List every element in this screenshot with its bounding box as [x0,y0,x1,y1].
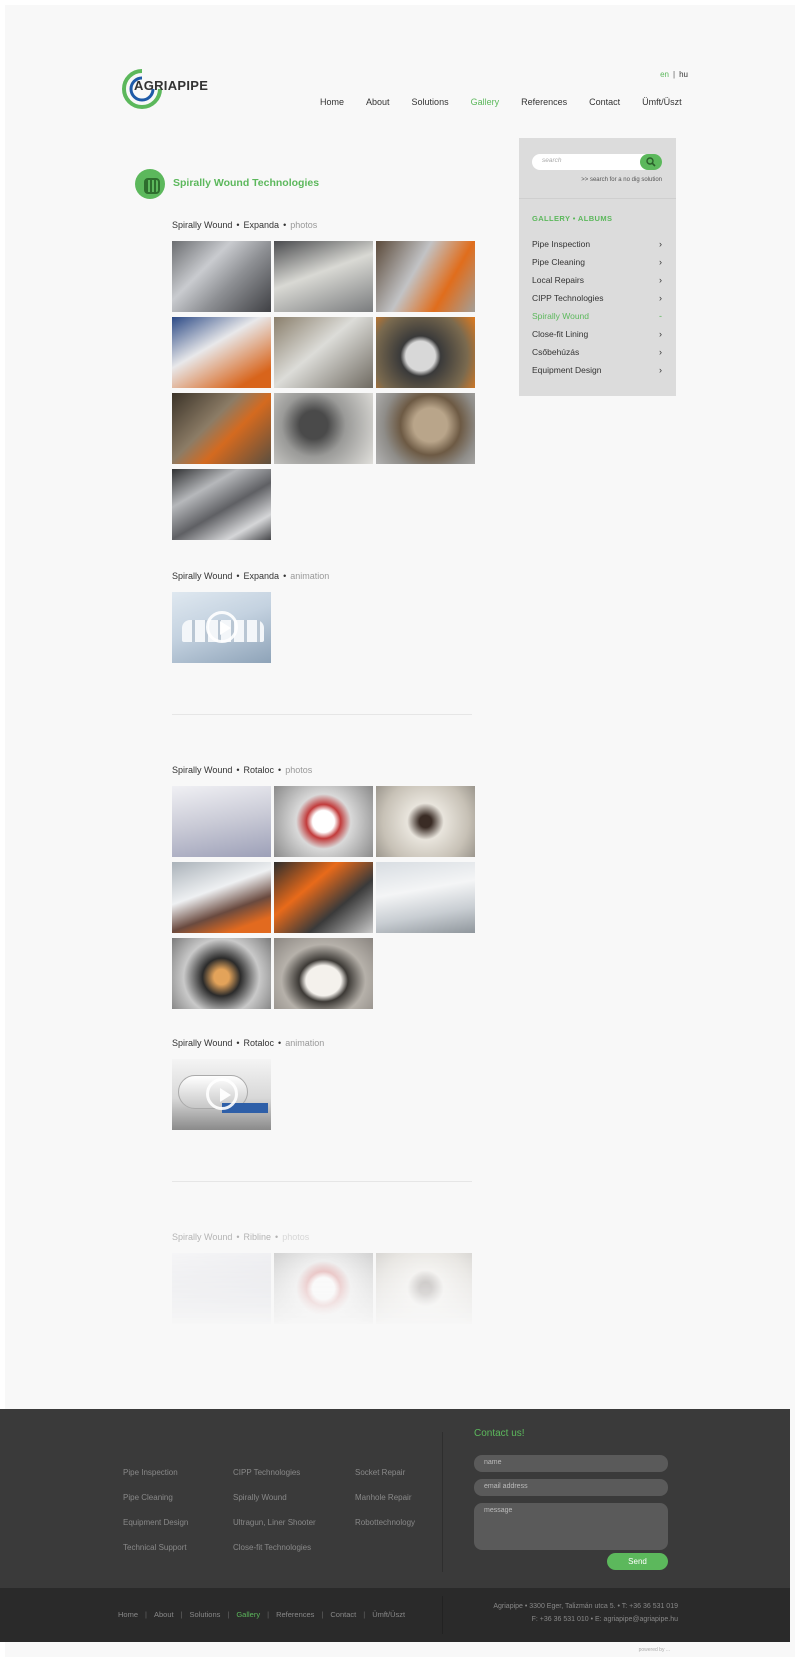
footer-divider [442,1432,443,1572]
section-dot: • [236,220,240,230]
search-button[interactable] [640,154,662,170]
sidebar-item-pipe-cleaning[interactable] [532,257,662,267]
section-label [172,571,329,581]
footer-link[interactable]: Pipe Cleaning [123,1493,173,1502]
chevron-right-icon: › [659,293,662,303]
section-dot: • [236,1038,240,1048]
play-icon [206,611,238,643]
search-hint-link[interactable]: >> search for a no dig solution [581,177,662,183]
language-switcher [660,70,688,79]
name-field[interactable] [474,1455,668,1472]
nav-umft[interactable]: Ümft/Üszt [642,97,682,107]
footer-link[interactable]: CIPP Technologies [233,1468,301,1477]
address-line-2: F: +36 36 531 010 • E: agriapipe@agriapipe.hu [531,1616,678,1623]
footer-nav-about[interactable]: About [153,1610,174,1619]
section-dot: • [275,1232,279,1242]
section-label-kind: animation [290,571,330,581]
footer-nav-contact[interactable]: Contact [330,1610,357,1619]
divider [172,1181,472,1182]
photo-thumbnail[interactable] [172,241,271,312]
section-label-b: Expanda [243,571,280,581]
address-line-1: Agriapipe • 3300 Eger, Talizmán utca 5. • T: +36 36 531 019 [493,1603,678,1610]
footer-nav-references[interactable]: References [276,1610,315,1619]
sidebar-item-label: Close-fit Lining [532,329,589,339]
photo-thumbnail[interactable] [274,786,373,857]
footer-link[interactable]: Ultragun, Liner Shooter [233,1518,316,1527]
sidebar-item-label: Pipe Inspection [532,239,591,249]
footer-link[interactable]: Close-fit Technologies [233,1543,312,1552]
sidebar-divider [519,198,676,199]
section-dot: • [236,765,240,775]
video-thumbnail[interactable] [172,592,271,663]
dash-icon: - [659,311,662,321]
photo-thumbnail[interactable] [376,241,475,312]
video-thumbnail[interactable] [172,1059,271,1130]
photo-thumbnail[interactable] [274,317,373,388]
sidebar-item-spirally-wound[interactable] [532,311,662,321]
photo-thumbnail[interactable] [274,241,373,312]
name-placeholder: name [484,1459,502,1466]
section-label-b: Ribline [243,1232,272,1242]
search-input[interactable] [532,154,662,170]
sidebar-item-label: Csőbehúzás [532,347,580,357]
contact-title: Contact us! [474,1428,525,1439]
photo-thumbnail[interactable] [172,938,271,1009]
photo-thumbnail[interactable] [274,862,373,933]
photo-thumbnail[interactable] [172,786,271,857]
section-label-b: Rotaloc [243,765,275,775]
main-nav [320,97,682,107]
search-icon [646,157,656,167]
sidebar-item-label: CIPP Technologies [532,293,604,303]
sidebar-item-label: Pipe Cleaning [532,257,585,267]
sidebar-item-close-fit[interactable] [532,329,662,339]
sidebar [519,138,676,396]
sidebar-item-equipment-design[interactable] [532,365,662,375]
sidebar-item-label: Equipment Design [532,365,602,375]
play-icon [206,1078,238,1110]
chevron-right-icon: › [659,275,662,285]
powered-by: powered by ... [638,1647,670,1653]
footer-link[interactable]: Spirally Wound [233,1493,287,1502]
send-button[interactable]: Send [607,1553,668,1570]
photo-thumbnail[interactable] [376,393,475,464]
section-label [172,1232,309,1242]
sidebar-item-label: Spirally Wound [532,311,590,321]
photo-thumbnail[interactable] [172,317,271,388]
nav-solutions[interactable]: Solutions [411,97,449,107]
lang-hu[interactable]: hu [679,70,688,79]
footer-nav-sep: | [321,1610,324,1619]
chevron-right-icon: › [659,365,662,375]
section-label-kind: photos [285,765,313,775]
spiral-pipe-icon [135,169,165,199]
section-label [172,220,317,230]
section-label-a: Spirally Wound [172,571,233,581]
nav-references[interactable]: References [521,97,568,107]
footer-link[interactable]: Socket Repair [355,1468,406,1477]
divider [172,714,472,715]
section-dot: • [283,220,287,230]
section-label-a: Spirally Wound [172,220,233,230]
page-title: Spirally Wound Technologies [173,177,320,189]
photo-thumbnail[interactable] [172,862,271,933]
section-label-kind: animation [285,1038,325,1048]
search-placeholder: search [542,157,562,164]
footer-nav [118,1610,405,1619]
sidebar-item-pipe-inspection[interactable] [532,239,662,249]
sidebar-item-cipp[interactable] [532,293,662,303]
section-dot: • [236,571,240,581]
photo-thumbnail[interactable] [376,862,475,933]
section-label [172,1038,324,1048]
section-label-b: Rotaloc [243,1038,275,1048]
photo-thumbnail[interactable] [274,393,373,464]
chevron-right-icon: › [659,239,662,249]
footer-nav-home[interactable]: Home [118,1610,139,1619]
section-label [172,765,312,775]
nav-contact[interactable]: Contact [589,97,621,107]
photo-grid-ribline [172,1253,472,1328]
section-dot: • [283,571,287,581]
footer-link[interactable]: Technical Support [123,1543,187,1552]
footer-bottom-divider [442,1596,443,1634]
footer-nav-umft[interactable]: Ümft/Üszt [372,1610,406,1619]
photo-thumbnail[interactable] [376,317,475,388]
section-label-a: Spirally Wound [172,765,233,775]
chevron-right-icon: › [659,347,662,357]
message-placeholder: message [484,1507,513,1514]
photo-thumbnail[interactable] [376,1253,475,1324]
footer-link[interactable]: Pipe Inspection [123,1468,178,1477]
email-field[interactable] [474,1479,668,1496]
photo-thumbnail[interactable] [172,1253,271,1324]
email-placeholder: email address [484,1483,528,1490]
section-label-a: Spirally Wound [172,1038,233,1048]
sidebar-heading[interactable]: GALLERY • ALBUMS [532,214,613,223]
footer-nav-sep: | [180,1610,183,1619]
section-dot: • [278,765,282,775]
footer-link[interactable]: Equipment Design [123,1518,189,1527]
section-dot: • [278,1038,282,1048]
lang-separator: | [673,70,676,79]
chevron-right-icon: › [659,257,662,267]
footer-nav-sep: | [363,1610,366,1619]
footer-link[interactable]: Manhole Repair [355,1493,412,1502]
footer-nav-sep: | [227,1610,230,1619]
footer-link[interactable]: Robottechnology [355,1518,416,1527]
photo-thumbnail[interactable] [172,469,271,540]
section-label-a: Spirally Wound [172,1232,233,1242]
photo-thumbnail[interactable] [376,786,475,857]
chevron-right-icon: › [659,329,662,339]
message-field[interactable] [474,1503,668,1550]
sidebar-item-csobehuzas[interactable] [532,347,662,357]
section-label-b: Expanda [243,220,280,230]
footer-nav-solutions[interactable]: Solutions [189,1610,221,1619]
photo-thumbnail[interactable] [172,393,271,464]
section-dot: • [236,1232,240,1242]
photo-thumbnail[interactable] [274,938,373,1009]
sidebar-item-local-repairs[interactable] [532,275,662,285]
footer-nav-gallery[interactable]: Gallery [236,1610,261,1619]
agriapipe-logo[interactable] [120,67,209,111]
nav-about[interactable]: About [366,97,390,107]
footer-nav-sep: | [267,1610,270,1619]
nav-home[interactable]: Home [320,97,345,107]
nav-gallery[interactable]: Gallery [470,97,500,107]
lang-en[interactable]: en [660,70,670,79]
brand-name: AGRIAPIPE [134,78,209,93]
section-label-kind: photos [290,220,318,230]
photo-thumbnail[interactable] [274,1253,373,1324]
section-label-kind: photos [282,1232,310,1242]
footer-nav-sep: | [145,1610,147,1619]
sidebar-item-label: Local Repairs [532,275,584,285]
